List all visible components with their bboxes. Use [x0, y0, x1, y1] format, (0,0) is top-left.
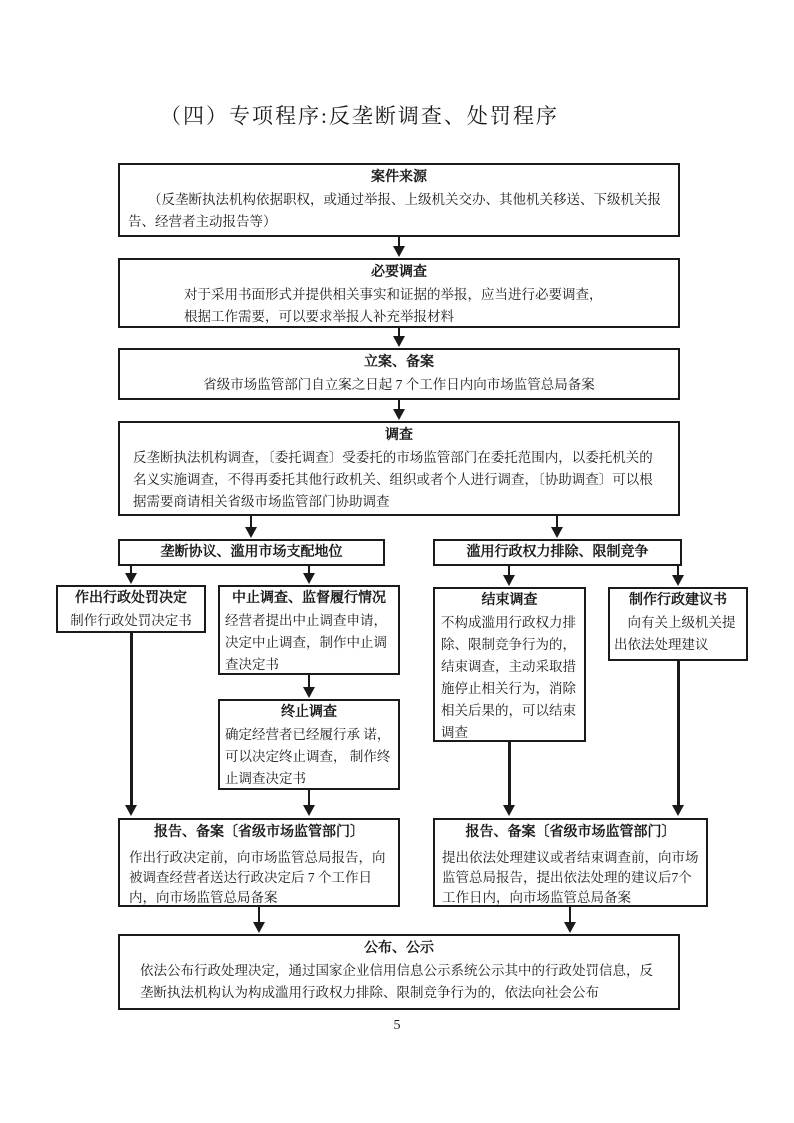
node-filing-title: 立案、备案	[364, 355, 434, 370]
page-title: （四）专项程序:反垄断调查、处罚程序	[160, 104, 559, 128]
node-investigation	[118, 421, 680, 516]
node-terminate-title: 终止调查	[281, 705, 337, 720]
arrow-stem	[308, 790, 310, 805]
node-penalty-decision-line1: 作出行政处罚决定	[75, 591, 187, 606]
arrow-stem	[508, 742, 511, 805]
arrow-head-icon	[551, 527, 563, 538]
node-admin-advice	[608, 587, 748, 661]
node-branch-admin-power-abuse	[433, 539, 682, 566]
node-publish-title: 公布、公示	[364, 941, 434, 956]
node-necessary-investigation	[118, 258, 680, 328]
arrow-head-icon	[503, 575, 515, 586]
arrow-stem	[130, 566, 132, 573]
node-admin-advice-title: 制作行政建议书	[629, 593, 727, 608]
node-end-investigation-body: 不构成滥用行政权力排除、限制竞争行为的，结束调查，主动采取措施停止相关行为，消除相关后果的，可以结束调查	[441, 615, 576, 740]
arrow-head-icon	[564, 922, 576, 933]
arrow-head-icon	[393, 336, 405, 347]
flow-arrow	[253, 907, 265, 933]
arrow-stem	[398, 237, 400, 246]
flow-arrow	[125, 633, 137, 816]
node-report-left-body: 作出行政决定前，向市场监管总局报告，向被调查经营者送达行政决定后 7 个工作日内，向市场监管总局备案	[129, 850, 386, 905]
flow-arrow	[303, 566, 315, 584]
node-report-right-title: 报告、备案〔省级市场监管部门〕	[465, 825, 676, 840]
arrow-head-icon	[125, 573, 137, 584]
arrow-stem	[508, 566, 510, 575]
node-report-filing-right	[433, 818, 708, 907]
arrow-stem	[398, 400, 400, 409]
node-penalty-decision-line2: 制作行政处罚决定书	[70, 613, 192, 628]
node-end-investigation-title: 结束调查	[481, 593, 538, 608]
arrow-head-icon	[125, 805, 137, 816]
flow-arrow	[672, 661, 684, 816]
arrow-stem	[569, 907, 571, 922]
node-necessary-body-line1: 对于采用书面形式并提供相关事实和证据的举报，应当进行必要调查，	[184, 287, 603, 302]
node-necessary-title: 必要调查	[371, 265, 427, 280]
node-case-source-title: 案件来源	[371, 170, 427, 185]
node-publish-body: 依法公布行政处理决定，通过国家企业信用信息公示系统公示其中的行政处罚信息，反垄断执法机构认为构成滥用行政权力排除、限制竞争行为的，依法向社会公布	[140, 963, 653, 1000]
arrow-stem	[677, 566, 679, 575]
node-investigation-body: 反垄断执法机构调查，〔委托调查〕受委托的市场监管部门在委托范围内，以委托机关的名义实施调查，不得再委托其他行政机关、组织或者个人进行调查，〔协助调查〕可以根据需要商请相关省级市场监管部门协助调查	[133, 450, 653, 509]
arrow-head-icon	[303, 573, 315, 584]
flow-arrow	[393, 400, 405, 420]
flow-arrow	[303, 790, 315, 816]
arrow-stem	[677, 661, 680, 805]
arrow-stem	[308, 675, 310, 687]
arrow-head-icon	[253, 922, 265, 933]
arrow-head-icon	[245, 527, 257, 538]
node-terminate-investigation	[218, 699, 400, 790]
node-report-filing-left	[118, 818, 400, 907]
arrow-head-icon	[393, 246, 405, 257]
flow-arrow	[503, 742, 515, 816]
flow-arrow	[245, 516, 257, 538]
node-branch-monopoly-agreement	[118, 539, 385, 566]
flow-arrow	[303, 675, 315, 698]
arrow-stem	[398, 328, 400, 336]
flow-arrow	[393, 237, 405, 257]
node-suspend-title: 中止调查、监督履行情况	[232, 591, 386, 606]
node-terminate-body: 确定经营者已经履行承 诺，可以决定终止调查， 制作终止调查决定书	[225, 727, 391, 786]
node-publish	[118, 934, 680, 1010]
flow-arrow	[564, 907, 576, 933]
node-branch-left-title: 垄断协议、滥用市场支配地位	[160, 545, 343, 560]
arrow-stem	[556, 516, 558, 527]
flow-arrow	[551, 516, 563, 538]
arrow-head-icon	[393, 409, 405, 420]
node-report-right-body: 提出依法处理建议或者结束调查前，向市场监管总局报告，提出依法处理的建议后7个工作日内，向市场监管总局备案	[442, 850, 699, 905]
flow-arrow	[503, 566, 515, 586]
arrow-head-icon	[672, 575, 684, 586]
node-filing-body: 省级市场监管部门自立案之日起 7 个工作日内向市场监管总局备案	[203, 377, 595, 392]
node-end-investigation	[433, 587, 586, 742]
arrow-stem	[308, 566, 310, 573]
node-suspend-investigation	[218, 585, 400, 675]
node-case-source-body: （反垄断执法机构依据职权，或通过举报、上级机关交办、其他机关移送、下级机关报告、经营者主动报告等）	[128, 192, 661, 229]
arrow-head-icon	[672, 805, 684, 816]
node-branch-right-title: 滥用行政权力排除、限制竞争	[466, 545, 649, 560]
flow-arrow	[125, 566, 137, 584]
node-suspend-body: 经营者提出中止调查申请，决定中止调查，制作中止调查决定书	[225, 613, 387, 672]
arrow-stem	[258, 907, 260, 922]
flow-arrow	[393, 328, 405, 347]
arrow-head-icon	[303, 687, 315, 698]
arrow-stem	[250, 516, 252, 527]
node-filing	[118, 348, 680, 400]
page-number: 5	[393, 1018, 401, 1033]
arrow-head-icon	[503, 805, 515, 816]
node-penalty-decision	[56, 585, 206, 633]
node-report-left-title: 报告、备案〔省级市场监管部门〕	[154, 825, 364, 840]
node-necessary-body-line2: 根据工作需要，可以要求举报人补充举报材料	[184, 309, 454, 324]
flow-arrow	[672, 566, 684, 586]
arrow-stem	[130, 633, 133, 805]
arrow-head-icon	[303, 805, 315, 816]
node-case-source	[118, 163, 680, 237]
node-admin-advice-body: 向有关上级机关提出依法处理建议	[614, 615, 736, 652]
node-investigation-title: 调查	[385, 428, 413, 443]
